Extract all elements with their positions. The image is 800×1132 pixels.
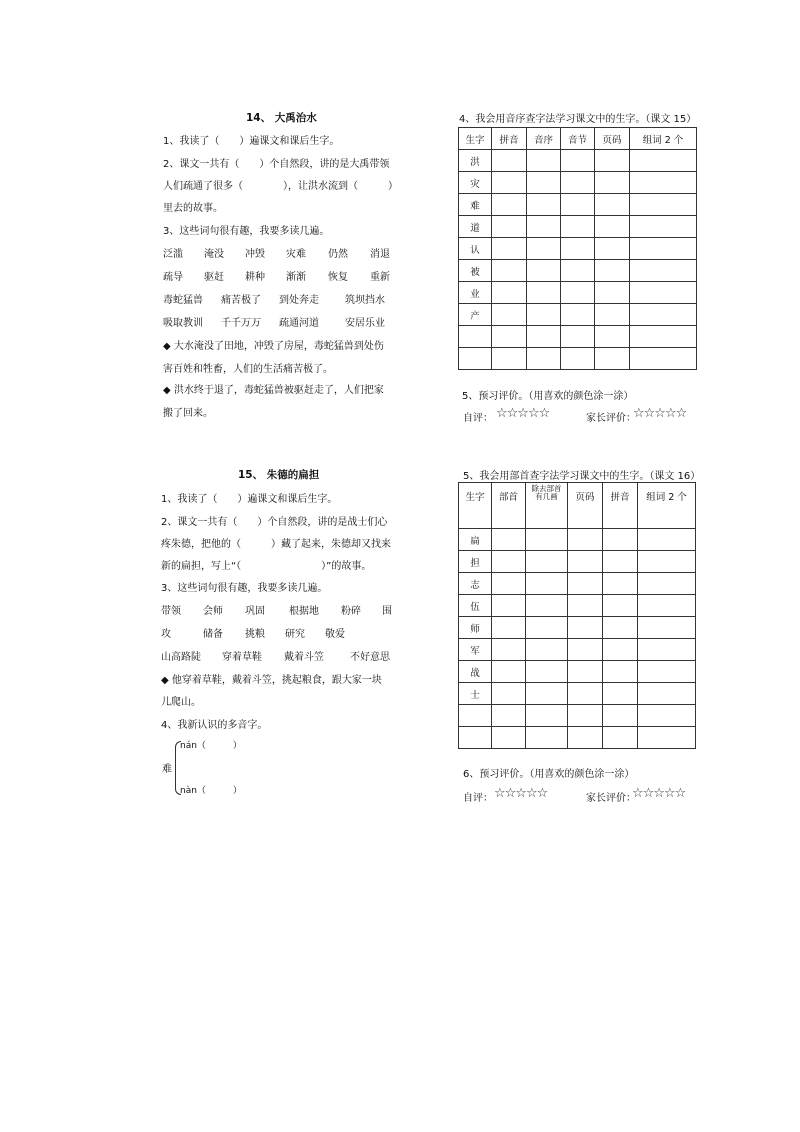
radical-lookup-table xyxy=(458,482,696,749)
table-cell[interactable] xyxy=(492,194,527,216)
word: 不好意思 xyxy=(350,652,390,663)
parent-eval-label: 家长评价： xyxy=(586,793,636,804)
table-cell[interactable] xyxy=(603,727,638,749)
table2-instruction: 5、我会用部首查字法学习课文中的生字。（课文 16） xyxy=(463,471,701,482)
table-header: 组词 2 个 xyxy=(630,128,697,150)
word: 筑坝挡水 xyxy=(345,295,385,306)
table-cell-char: 军 xyxy=(459,639,492,661)
table-row xyxy=(459,617,696,639)
table-row xyxy=(459,639,696,661)
table-cell[interactable] xyxy=(603,617,638,639)
table-cell[interactable] xyxy=(630,172,697,194)
table1-instruction: 4、我会用音序查字法学习课文中的生字。（课文 15） xyxy=(459,114,697,125)
table-cell-char: 道 xyxy=(459,216,492,238)
table-cell[interactable] xyxy=(630,304,697,326)
table-cell-char: 伍 xyxy=(459,595,492,617)
table-cell-char: 产 xyxy=(459,304,492,326)
table-cell[interactable] xyxy=(527,238,561,260)
table-cell[interactable] xyxy=(603,639,638,661)
table-row xyxy=(459,216,697,238)
word: 淹没 xyxy=(204,249,224,260)
word: 疏通河道 xyxy=(279,318,319,329)
table-cell[interactable] xyxy=(568,573,603,595)
table-cell[interactable] xyxy=(561,172,595,194)
table-header: 生字 xyxy=(459,483,492,529)
lesson15-sentence-1: ◆ 他穿着草鞋，戴着斗笠，挑起粮食，跟大家一块 xyxy=(161,675,382,686)
table-cell[interactable] xyxy=(561,238,595,260)
lesson15-title: 15、 朱德的扁担 xyxy=(238,469,320,481)
word: 挑粮 xyxy=(245,629,265,640)
word: 敬爱 xyxy=(325,629,345,640)
table-cell[interactable] xyxy=(568,683,603,705)
table-header: 生字 xyxy=(459,128,492,150)
table-cell[interactable] xyxy=(568,529,603,551)
table-cell[interactable] xyxy=(568,727,603,749)
table-cell[interactable] xyxy=(595,238,630,260)
table-cell[interactable] xyxy=(638,705,696,727)
lesson14-sentence-2-cont: 搬了回来。 xyxy=(163,408,213,419)
table-row xyxy=(459,150,697,172)
table-header: 页码 xyxy=(595,128,630,150)
table2-eval-title: 6、预习评价。（用喜欢的颜色涂一涂） xyxy=(463,769,635,780)
table-cell[interactable] xyxy=(527,348,561,370)
word: 灾难 xyxy=(286,249,306,260)
table-cell[interactable] xyxy=(638,551,696,573)
table-cell[interactable] xyxy=(492,661,526,683)
table-cell[interactable] xyxy=(492,573,526,595)
table-cell[interactable] xyxy=(603,551,638,573)
word: 渐渐 xyxy=(286,272,306,283)
table-row xyxy=(459,705,696,727)
pinyin-reading-2: nàn（ ） xyxy=(180,786,242,796)
table-cell[interactable] xyxy=(526,661,568,683)
table-cell-char xyxy=(459,326,492,348)
table-cell[interactable] xyxy=(595,216,630,238)
table-row xyxy=(459,595,696,617)
word: 会师 xyxy=(203,606,223,617)
table-cell[interactable] xyxy=(561,326,595,348)
table-cell-char: 被 xyxy=(459,260,492,282)
lesson15-word-row xyxy=(161,648,390,663)
table-cell[interactable] xyxy=(561,194,595,216)
word: 耕种 xyxy=(245,272,265,283)
table-cell[interactable] xyxy=(527,172,561,194)
table-cell[interactable] xyxy=(561,304,595,326)
word: 痛苦极了 xyxy=(221,295,261,306)
self-eval-stars[interactable]: ☆☆☆☆☆ xyxy=(496,406,550,421)
table-header: 拼音 xyxy=(603,483,638,529)
table-cell[interactable] xyxy=(526,727,568,749)
table-cell[interactable] xyxy=(492,551,526,573)
table-cell[interactable] xyxy=(630,326,697,348)
table-cell[interactable] xyxy=(638,639,696,661)
table-cell[interactable] xyxy=(492,216,527,238)
lesson14-question-3: 3、这些词句很有趣，我要多读几遍。 xyxy=(163,226,330,237)
table-cell[interactable] xyxy=(526,639,568,661)
table-cell[interactable] xyxy=(527,282,561,304)
table-cell[interactable] xyxy=(603,683,638,705)
table-cell-char: 业 xyxy=(459,282,492,304)
table-header: 除去部首有几画 xyxy=(526,483,568,529)
table-cell-char: 难 xyxy=(459,194,492,216)
parent-eval-stars[interactable]: ☆☆☆☆☆ xyxy=(633,406,687,421)
table-cell[interactable] xyxy=(638,573,696,595)
table-cell-char xyxy=(459,348,492,370)
phonetic-lookup-table xyxy=(458,127,697,370)
table-cell[interactable] xyxy=(595,304,630,326)
table-cell[interactable] xyxy=(527,194,561,216)
table-row xyxy=(459,238,697,260)
table-cell[interactable] xyxy=(568,661,603,683)
self-eval-label: 自评： xyxy=(463,793,493,804)
lesson14-question-2: 2、课文一共有（ ）个自然段，讲的是大禹带领 xyxy=(163,159,390,170)
table-cell[interactable] xyxy=(630,282,697,304)
word: 带领 xyxy=(161,606,181,617)
table-cell[interactable] xyxy=(561,348,595,370)
table-cell[interactable] xyxy=(526,595,568,617)
table-cell[interactable] xyxy=(492,705,526,727)
table-cell[interactable] xyxy=(527,260,561,282)
lesson15-question-2-end: 新的扁担，写上“（ ）”的故事。 xyxy=(161,561,372,572)
lesson15-question-3: 3、这些词句很有趣，我要多读几遍。 xyxy=(161,583,328,594)
pinyin-reading-1: nán（ ） xyxy=(180,741,242,751)
table-row xyxy=(459,727,696,749)
table-cell[interactable] xyxy=(568,595,603,617)
word: 穿着草鞋 xyxy=(222,652,262,663)
table-cell[interactable] xyxy=(492,326,527,348)
table-row xyxy=(459,529,696,551)
lesson14-sentence-2: ◆ 洪水终于退了，毒蛇猛兽被驱赶走了，人们把家 xyxy=(163,385,384,396)
table-cell[interactable] xyxy=(561,216,595,238)
word: 仍然 xyxy=(328,249,348,260)
table-row xyxy=(459,683,696,705)
lesson15-question-1: 1、我读了（ ）遍课文和课后生字。 xyxy=(161,494,338,505)
table-cell[interactable] xyxy=(492,172,527,194)
table-cell[interactable] xyxy=(603,573,638,595)
table-cell[interactable] xyxy=(492,150,527,172)
table-cell-char: 扁 xyxy=(459,529,492,551)
word: 冲毁 xyxy=(245,249,265,260)
table-cell[interactable] xyxy=(595,172,630,194)
table-header: 音序 xyxy=(527,128,561,150)
lesson14-sentence-1: ◆ 大水淹没了田地，冲毁了房屋，毒蛇猛兽到处伤 xyxy=(163,341,384,352)
word: 根据地 xyxy=(289,606,319,617)
table-cell[interactable] xyxy=(526,617,568,639)
table-cell[interactable] xyxy=(527,304,561,326)
word: 围 xyxy=(382,606,392,617)
table-header: 组词 2 个 xyxy=(638,483,696,529)
lesson15-sentence-1-cont: 儿爬山。 xyxy=(161,697,201,708)
self-eval-stars[interactable]: ☆☆☆☆☆ xyxy=(494,786,548,801)
table-cell[interactable] xyxy=(561,150,595,172)
table-cell[interactable] xyxy=(568,639,603,661)
lesson15-question-4: 4、我新认识的多音字。 xyxy=(161,720,268,731)
lesson14-word-row xyxy=(163,268,390,283)
table-cell[interactable] xyxy=(527,326,561,348)
table-cell[interactable] xyxy=(630,194,697,216)
table-cell[interactable] xyxy=(492,260,527,282)
table-cell[interactable] xyxy=(526,573,568,595)
table-cell[interactable] xyxy=(638,595,696,617)
polyphone-char: 难 xyxy=(162,764,172,775)
table-cell[interactable] xyxy=(492,304,527,326)
word: 巩固 xyxy=(245,606,265,617)
lesson14-title: 14、 大禹治水 xyxy=(246,112,317,124)
word: 粉碎 xyxy=(341,606,361,617)
word: 驱赶 xyxy=(204,272,224,283)
table-cell[interactable] xyxy=(603,661,638,683)
table-cell-char: 师 xyxy=(459,617,492,639)
table-cell[interactable] xyxy=(492,727,526,749)
table-cell[interactable] xyxy=(595,282,630,304)
lesson14-word-row xyxy=(163,291,385,306)
word: 毒蛇猛兽 xyxy=(163,295,203,306)
table-cell[interactable] xyxy=(595,150,630,172)
table-cell[interactable] xyxy=(638,617,696,639)
table-cell[interactable] xyxy=(630,150,697,172)
word: 吸取教训 xyxy=(163,318,203,329)
table-cell[interactable] xyxy=(526,705,568,727)
table-cell[interactable] xyxy=(492,238,527,260)
lesson14-question-2-cont: 人们疏通了很多（ ），让洪水流到（ ） xyxy=(163,181,398,192)
table-cell[interactable] xyxy=(526,551,568,573)
table-cell[interactable] xyxy=(527,150,561,172)
lesson15-word-row xyxy=(161,602,392,617)
table-row xyxy=(459,661,696,683)
word: 泛滥 xyxy=(163,249,183,260)
table-cell[interactable] xyxy=(492,683,526,705)
table-row xyxy=(459,326,697,348)
table-cell[interactable] xyxy=(492,617,526,639)
table-cell[interactable] xyxy=(603,595,638,617)
table-row xyxy=(459,348,697,370)
table-row xyxy=(459,304,697,326)
table-header: 页码 xyxy=(568,483,603,529)
table-cell[interactable] xyxy=(603,529,638,551)
table-cell-char xyxy=(459,705,492,727)
table-cell[interactable] xyxy=(527,216,561,238)
word: 恢复 xyxy=(328,272,348,283)
table-cell[interactable] xyxy=(595,260,630,282)
table-cell[interactable] xyxy=(561,282,595,304)
lesson15-word-row xyxy=(161,625,345,640)
lesson14-question-1: 1、我读了（ ）遍课文和课后生字。 xyxy=(163,136,340,147)
table1-eval-title: 5、预习评价。（用喜欢的颜色涂一涂） xyxy=(462,391,634,402)
table-cell-char: 士 xyxy=(459,683,492,705)
table-cell[interactable] xyxy=(595,194,630,216)
table-row xyxy=(459,172,697,194)
lesson15-question-2: 2、课文一共有（ ）个自然段，讲的是战士们心 xyxy=(161,517,388,528)
lesson14-word-row xyxy=(163,314,385,329)
table-cell[interactable] xyxy=(595,348,630,370)
table-row xyxy=(459,282,697,304)
word: 安居乐业 xyxy=(345,318,385,329)
word: 消退 xyxy=(370,249,390,260)
table-row xyxy=(459,260,697,282)
table-cell[interactable] xyxy=(492,639,526,661)
table-cell[interactable] xyxy=(526,529,568,551)
table-cell[interactable] xyxy=(630,238,697,260)
table-cell-char: 洪 xyxy=(459,150,492,172)
table-cell-char: 志 xyxy=(459,573,492,595)
table-cell[interactable] xyxy=(638,727,696,749)
table-row xyxy=(459,551,696,573)
word: 研究 xyxy=(285,629,305,640)
table-cell[interactable] xyxy=(492,348,527,370)
table-cell[interactable] xyxy=(638,529,696,551)
table-cell[interactable] xyxy=(561,260,595,282)
table-cell-char: 担 xyxy=(459,551,492,573)
table-cell[interactable] xyxy=(568,617,603,639)
lesson15-question-2-cont: 疼朱德，把他的（ ）藏了起来，朱德却又找来 xyxy=(161,539,391,550)
table-cell-char: 战 xyxy=(459,661,492,683)
word: 戴着斗笠 xyxy=(284,652,324,663)
table-cell[interactable] xyxy=(630,348,697,370)
word: 疏导 xyxy=(163,272,183,283)
table-row xyxy=(459,573,696,595)
word: 重新 xyxy=(370,272,390,283)
table-cell[interactable] xyxy=(595,326,630,348)
word: 到处奔走 xyxy=(279,295,319,306)
table-cell-char: 认 xyxy=(459,238,492,260)
table-header: 音节 xyxy=(561,128,595,150)
lesson14-word-row xyxy=(163,245,390,260)
self-eval-label: 自评： xyxy=(463,413,493,424)
table-header: 部首 xyxy=(492,483,526,529)
table-cell[interactable] xyxy=(638,683,696,705)
lesson14-question-2-end: 里去的故事。 xyxy=(163,203,223,214)
word: 山高路陡 xyxy=(161,652,201,663)
table-cell-char: 灾 xyxy=(459,172,492,194)
table-cell[interactable] xyxy=(630,260,697,282)
table-cell[interactable] xyxy=(492,282,527,304)
word: 攻 xyxy=(161,629,171,640)
parent-eval-stars[interactable]: ☆☆☆☆☆ xyxy=(632,786,686,801)
table-cell[interactable] xyxy=(492,529,526,551)
table-cell[interactable] xyxy=(638,661,696,683)
table-header: 拼音 xyxy=(492,128,527,150)
table-cell[interactable] xyxy=(492,595,526,617)
table-cell-char xyxy=(459,727,492,749)
table-row xyxy=(459,194,697,216)
table-cell[interactable] xyxy=(568,705,603,727)
lesson14-sentence-1-cont: 害百姓和牲畜，人们的生活痛苦极了。 xyxy=(163,364,333,375)
table-cell[interactable] xyxy=(603,705,638,727)
word: 千千万万 xyxy=(221,318,261,329)
parent-eval-label: 家长评价： xyxy=(586,413,636,424)
table-cell[interactable] xyxy=(568,551,603,573)
table-cell[interactable] xyxy=(630,216,697,238)
word: 储备 xyxy=(203,629,223,640)
table-cell[interactable] xyxy=(526,683,568,705)
